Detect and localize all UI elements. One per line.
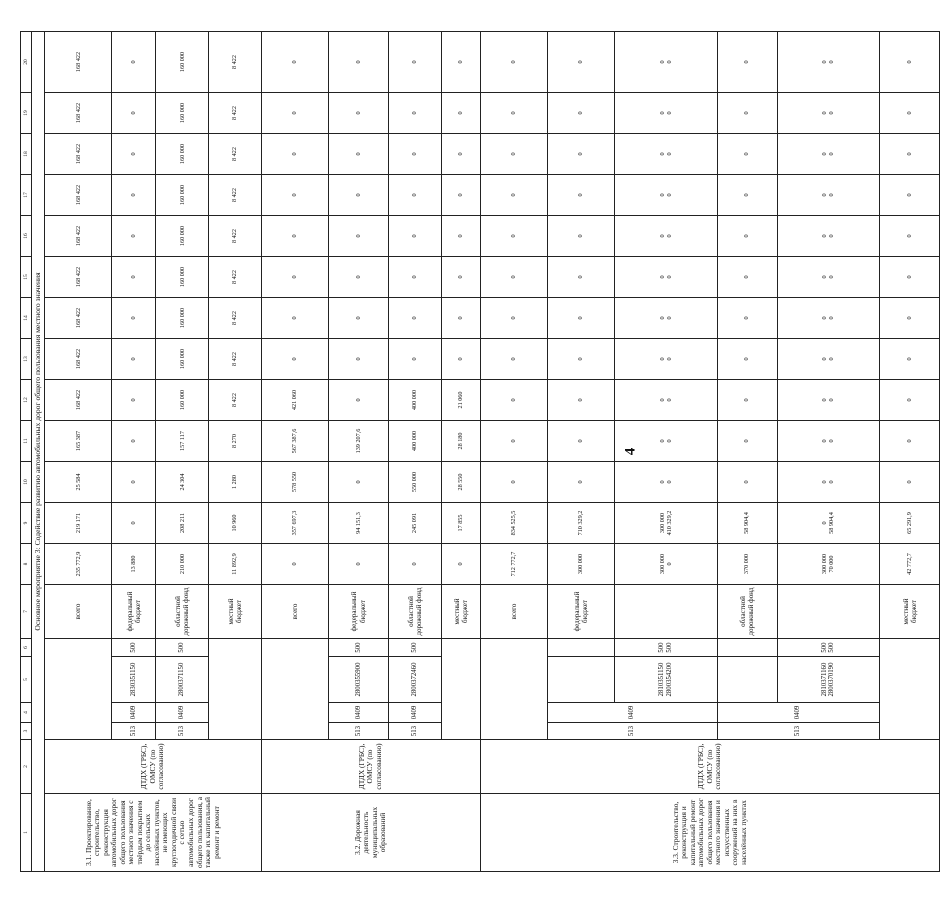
stacked-value: 0 — [828, 60, 836, 64]
budget-table — [20, 31, 940, 872]
stacked-value: 0 — [658, 111, 666, 115]
stacked-value: 70 000 — [828, 555, 836, 573]
stacked-value: 0 — [828, 275, 836, 279]
stacked-value: 0 — [828, 480, 836, 484]
stacked-value: 0 — [658, 152, 666, 156]
stacked-value: 0 — [821, 357, 829, 361]
stacked-value: 0 — [665, 398, 673, 402]
measure-title: 3.3. Строительство, реконструкция и капитальный ремонт автомобильных дорог общего пользования местного значения и искусственных сооружений на них в населённых пунктах — [480, 794, 940, 872]
stacked-value: 0 — [665, 60, 673, 64]
stacked-value: 0 — [828, 398, 836, 402]
stacked-value: 0 — [821, 111, 829, 115]
stacked-value: 58 904,4 — [828, 512, 836, 534]
stacked-value: 0 — [658, 193, 666, 197]
stacked-value: 0 — [665, 193, 673, 197]
stacked-value: 0 — [821, 480, 829, 484]
responsible-party: ДТДХ (ГРБС), ОМСУ (по согласованию) — [480, 740, 940, 794]
stacked-value: 0 — [828, 111, 836, 115]
stacked-value: 0 — [665, 111, 673, 115]
stacked-value: 0 — [665, 357, 673, 361]
stacked-value: 0 — [821, 193, 829, 197]
stacked-value: 0 — [665, 234, 673, 238]
stacked-value: 0 — [658, 234, 666, 238]
stacked-value: 0 — [658, 316, 666, 320]
responsible-party: ДТДХ (ГРБС), ОМСУ (по согласованию) — [45, 740, 262, 794]
stacked-value: 300 000 — [821, 553, 829, 575]
code-empty — [45, 639, 112, 740]
stacked-value: 0 — [828, 152, 836, 156]
stacked-value: 0 — [821, 234, 829, 238]
measure-title: 3.1. Проектирование, строительство, реконструкция автомобильных дорог общего пользования местного значения с твёрдым покрытием до сельских населённых пунктов, не имеющих круглогодичной связи с сетью автомобильных дорог общего пользования, а также их капитальный ремонт и ремонт — [45, 794, 262, 872]
responsible-party: ДТДХ (ГРБС), ОМСУ (по согласованию) — [261, 740, 480, 794]
measure-3-2: 3.2. Дорожная деятельность муниципальных образований ДТДХ (ГРБС), ОМСУ (по согласованию) всего 0 357 697,3 578 550 567 387,6 421 060 0 0 0 0 0 0 0 0 513 0409 2800355900 500 федеральный бюджет 0 94 151,3 0 139 207,6 0 0 0 0 0 0 0 0 0 513 0409 2800372460 500 областной дорожный фонд 0 245 091 550 000 400 000 400 000 0 0 0 0 0 0 0 0 местный бюджет 0 17 855 28 550 28 180 21 060 0 0 0 0 0 0 0 0 — [261, 32, 480, 872]
stacked-value: 0 — [665, 439, 673, 443]
stacked-value: 0 — [658, 480, 666, 484]
stacked-value: 0 — [658, 275, 666, 279]
stacked-value: 0 — [828, 316, 836, 320]
stacked-value: 0 — [821, 60, 829, 64]
stacked-value: 0 — [665, 480, 673, 484]
measure-3-1: 3.1. Проектирование, строительство, реконструкция автомобильных дорог общего пользования местного значения с твёрдым покрытием до сельских населённых пунктов, не имеющих круглогодичной связи с сетью автомобильных дорог общего пользования, а также их капитальный ремонт и ремонт ДТДХ (ГРБС), ОМСУ (по согласованию) всего 235 772,9 219 171 25 584 165 387 168 422 168 422 168 422 168 422 168 422 168 422 168 422 168 422 168 422 513 0409 2830351150 500 федеральный бюджет 13 880 0 0 0 0 0 0 0 0 0 0 0 0 513 0409 2800371150 500 областной дорожный фонд 210 000 208 211 24 304 157 117 160 000 160 000 160 000 160 000 160 000 160 000 160 000 160 000 160 000 местный бюджет 11 892,9 10 960 1 280 8 270 8 422 8 422 8 422 8 422 8 422 8 422 8 422 8 422 8 422 — [45, 32, 262, 872]
stacked-value: 410 329,2 — [665, 510, 673, 536]
measure-3-3: 3.3. Строительство, реконструкция и капитальный ремонт автомобильных дорог общего пользования местного значения и искусственных сооружений на них в населённых пунктах ДТДХ (ГРБС), ОМСУ (по согласованию) всего 712 772,7 834 525,5 0 0 0 0 0 0 0 0 0 0 0 513 0409 федеральный бюджет 300 000 710 329,2 0 0 0 0 0 0 0 0 0 0 0 2810351150 2800354200 500 500 300 000 0 300 000 410 329,2 0 0 0 0 0 0 0 0 0 0 0 0 0 0 0 0 0 0 0 0 0 0 513 0409 областной дорожный фонд 370 000 58 904,4 0 0 0 0 0 0 0 0 0 0 0 2810371160 2800370190 500 500 300 000 70 000 0 58 904,4 0 0 0 0 0 0 0 0 0 0 0 0 0 0 0 0 0 0 0 0 0 0 местный бюджет 42 772,7 65 291,9 0 0 0 0 0 0 0 0 0 0 0 — [480, 32, 940, 872]
stacked-value: 0 — [828, 357, 836, 361]
stacked-value: 0 — [665, 275, 673, 279]
stacked-value: 300 000 — [658, 512, 666, 534]
stacked-value: 0 — [665, 562, 673, 566]
stacked-value: 0 — [665, 316, 673, 320]
stacked-value: 0 — [821, 398, 829, 402]
rotated-page — [20, 32, 918, 872]
stacked-value: 0 — [821, 521, 829, 525]
measure-title: 3.2. Дорожная деятельность муниципальных образований — [261, 794, 480, 872]
stacked-value: 300 000 — [658, 553, 666, 575]
section-title-row — [32, 32, 45, 872]
stacked-value: 0 — [821, 316, 829, 320]
stacked-value: 0 — [658, 439, 666, 443]
stacked-value: 0 — [828, 439, 836, 443]
stacked-value: 0 — [821, 275, 829, 279]
stacked-value: 0 — [658, 60, 666, 64]
stacked-value: 0 — [658, 357, 666, 361]
stacked-value: 0 — [665, 152, 673, 156]
stacked-value: 0 — [828, 234, 836, 238]
stacked-value: 0 — [828, 193, 836, 197]
stacked-value: 0 — [658, 398, 666, 402]
column-number-row: 1 2 3 4 5 6 7 8 9 10 11 12 13 14 15 16 17 18 19 20 — [21, 32, 32, 872]
stacked-value: 0 — [821, 439, 829, 443]
stacked-value: 0 — [821, 152, 829, 156]
section-title: Основное мероприятие 3: Содействие развитию автомобильных дорог общего пользования местного значения — [32, 32, 45, 872]
page-number: 4 — [621, 447, 638, 456]
